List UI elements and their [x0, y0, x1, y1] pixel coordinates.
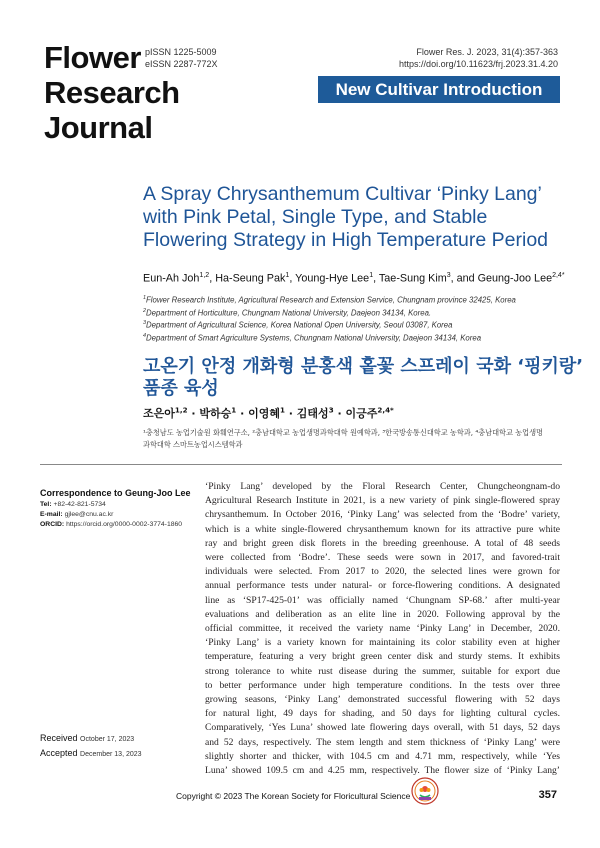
affiliation-text: Department of Agricultural Science, Korea National Open University, Seoul 03087, Korea: [146, 320, 453, 330]
author-affiliation-marker: 1: [285, 272, 290, 279]
tel-value: +82-42-821-5734: [53, 501, 106, 508]
author-name: Tae-Sung Kim: [378, 272, 447, 285]
korean-title-line-1: 고온기 안정 개화형 분홍색 홑꽃 스프레이 국화 ‘핑키랑’: [143, 356, 584, 377]
affiliation-marker: 3: [143, 320, 147, 327]
affiliation-marker: 4: [143, 332, 147, 339]
abstract-line: Comparatively, ‘Yes Luna’ showed late flowering days overall, with 51 days, 52 days: [205, 722, 560, 734]
email-label: E-mail:: [40, 511, 63, 518]
correspondence-heading: Correspondence to Geung-Joo Lee: [40, 488, 191, 498]
title-line-3: Flowering Strategy in High Temperature Period: [143, 229, 549, 251]
korean-author-name: 이영혜: [248, 407, 280, 420]
korean-title: [143, 356, 583, 400]
orcid-link[interactable]: https://orcid.org/0000-0002-3774-1860: [66, 521, 183, 528]
author-affiliation-marker: 2,4*: [552, 272, 565, 279]
korean-author-affiliation-marker: 3: [328, 405, 334, 415]
citation: Flower Res. J. 2023, 31(4):357-363: [416, 47, 558, 57]
abstract-line: ‘Pinky Lang’ is a variety known for maintaining its color stability even at higher: [205, 637, 560, 649]
copyright-footer: Copyright © 2023 The Korean Society for Floricultural Science: [176, 791, 411, 801]
received-date: October 17, 2023: [80, 736, 135, 743]
korean-author-affiliation-marker: 1,2: [174, 405, 188, 415]
title-line-2: with Pink Petal, Single Type, and Stable: [143, 206, 488, 228]
author-name: Ha-Seung Pak: [215, 272, 286, 285]
affiliation-marker: 1: [143, 295, 147, 301]
orcid-label: ORCID:: [40, 521, 65, 528]
korean-title-line-2: 품종 육성: [143, 378, 219, 399]
accepted-label: Accepted: [40, 747, 78, 758]
doi-link[interactable]: https://doi.org/10.11623/frj.2023.31.4.20: [399, 59, 558, 69]
abstract-line: chrysanthemum. In October 2016, ‘Pinky Lang’ was selected from the ‘Bodre’ variety,: [205, 509, 560, 521]
affiliation-line: [143, 318, 516, 331]
author-separator: ,: [289, 272, 296, 285]
korean-affiliation-line-2: 과학대학 스마트농업시스템학과: [143, 440, 243, 449]
abstract-line: individuals were selected. From 2017 to 2020, the selected lines were grown for: [205, 566, 560, 578]
korean-author-affiliation-marker: 1: [279, 405, 285, 415]
author-name: Geung-Joo Lee: [477, 272, 553, 285]
abstract-line: temperature, featuring a very bright green center disk and sturdy stems. It exhibits: [205, 651, 560, 663]
korean-affiliation-list: [143, 427, 563, 451]
abstract-line: were collected from ‘Bodre’. These seeds were sown in 2017, and favored-trait: [205, 552, 560, 564]
affiliation-text: Department of Smart Agriculture Systems, Chungnam National University, Daejeon 34134, Korea: [146, 333, 482, 343]
author-affiliation-marker: 3: [446, 272, 451, 279]
abstract-line: Luna’ showed 109.5 cm and 4.25 mm, respectively. The flower size of ‘Pinky Lang’: [205, 765, 560, 777]
author-separator: , and: [450, 272, 478, 285]
korean-author-affiliation-marker: 2,4*: [377, 405, 394, 415]
abstract-line: official committee, it received the variety name ‘Pinky Lang’ in December, 2020.: [205, 623, 560, 635]
page-number: 357: [538, 789, 557, 801]
citation-block: [399, 46, 558, 70]
society-seal-icon: [411, 777, 439, 805]
author-affiliation-marker: 1,2: [199, 272, 210, 279]
korean-author-affiliation-marker: 1: [231, 405, 237, 415]
email-link[interactable]: gjlee@cnu.ac.kr: [64, 511, 114, 518]
journal-name-line-1: Flower: [44, 40, 141, 75]
eissn: eISSN 2287-772X: [145, 59, 218, 69]
section-banner: New Cultivar Introduction: [318, 76, 560, 103]
abstract-line: growing seasons, ‘Pinky Lang’ demonstrated successful flowering with 52 days: [205, 694, 560, 706]
author-list: [143, 272, 565, 285]
abstract-line: ‘Pinky Lang’ developed by the Floral Research Center, Chungcheongnam-do: [205, 481, 560, 492]
tel-label: Tel:: [40, 501, 52, 508]
korean-author-name: 이긍주: [345, 407, 378, 420]
affiliation-text: Flower Research Institute, Agricultural Research and Extension Service, Chungnam province 32425, Korea: [146, 295, 516, 305]
abstract-line: strong tolerance to white rust disease during the summer, suitable for export due: [205, 665, 560, 677]
korean-author-separator: ·: [333, 407, 346, 420]
correspondence-block: [40, 488, 200, 530]
abstract: [205, 480, 560, 778]
title-line-1: A Spray Chrysanthemum Cultivar ‘Pinky Lang’: [143, 183, 542, 205]
abstract-line: and 52 days, respectively. The stem length and stem thickness of ‘Pinky Lang’ were: [205, 736, 560, 748]
affiliation-marker: 2: [143, 307, 147, 314]
abstract-line: which is a white single-flowered chrysanthemum known for its attractive pure white: [205, 523, 560, 535]
author-separator: ,: [373, 272, 379, 285]
abstract-line: ray and bright green disk florets in the breeding greenhouse. A total of 48 seeds: [205, 537, 560, 549]
affiliation-line: [143, 331, 516, 344]
divider: [40, 464, 562, 465]
author-name: Young-Hye Lee: [295, 272, 370, 285]
abstract-line: for natural light, 49 days for shading, and 50 days for lighting cultural cycles.: [205, 708, 560, 720]
dates-block: [40, 732, 142, 761]
journal-name-line-2: Research: [44, 75, 180, 110]
abstract-line: annual performance tests under natural- or force-flowering conditions. A designated: [205, 580, 560, 592]
korean-affiliation-line-1: ¹충청남도 농업기술원 화훼연구소, ²충남대학교 농업생명과학대학 원예학과, ³한국방송통신대학교 농학과, ⁴충남대학교 농업생명: [143, 428, 543, 437]
abstract-line: to better performance under high temperature conditions. In the tests over three: [205, 679, 560, 691]
abstract-line: evaluations and deliberation as an elite line in 2020. Following approval by the: [205, 608, 560, 620]
article-title: [143, 183, 563, 252]
korean-author-separator: ·: [284, 407, 297, 420]
author-name: Eun-Ah Joh: [143, 272, 200, 285]
korean-author-name: 김태성: [296, 407, 329, 420]
korean-author-separator: ·: [236, 407, 249, 420]
journal-name-line-3: Journal: [44, 110, 153, 145]
korean-author-separator: ·: [187, 407, 200, 420]
author-separator: ,: [209, 272, 216, 285]
affiliation-line: [143, 306, 516, 319]
affiliation-text: Department of Horticulture, Chungnam National University, Daejeon 34134, Korea.: [146, 308, 432, 318]
korean-author-name: 박하승: [199, 407, 232, 420]
korean-author-list: [143, 405, 394, 421]
author-affiliation-marker: 1: [369, 272, 374, 279]
abstract-line: line as ‘SP17-425-01’ was officially named ‘Chungnam SP-68.’ after multi-year: [205, 594, 560, 606]
accepted-date: December 13, 2023: [80, 750, 142, 758]
affiliation-line: [143, 293, 516, 306]
abstract-line: Agricultural Research Institute in 2021, is a new variety of pink single-flowered spray: [205, 495, 560, 507]
korean-author-name: 조은아: [143, 407, 175, 420]
abstract-line: slightly shorter and thicker, with 104.5 cm and 4.71 mm, respectively, while ‘Yes: [205, 750, 560, 762]
pissn: pISSN 1225-5009: [145, 47, 217, 57]
issn-block: [145, 46, 218, 70]
affiliation-list: [143, 293, 516, 343]
received-label: Received: [40, 733, 78, 743]
